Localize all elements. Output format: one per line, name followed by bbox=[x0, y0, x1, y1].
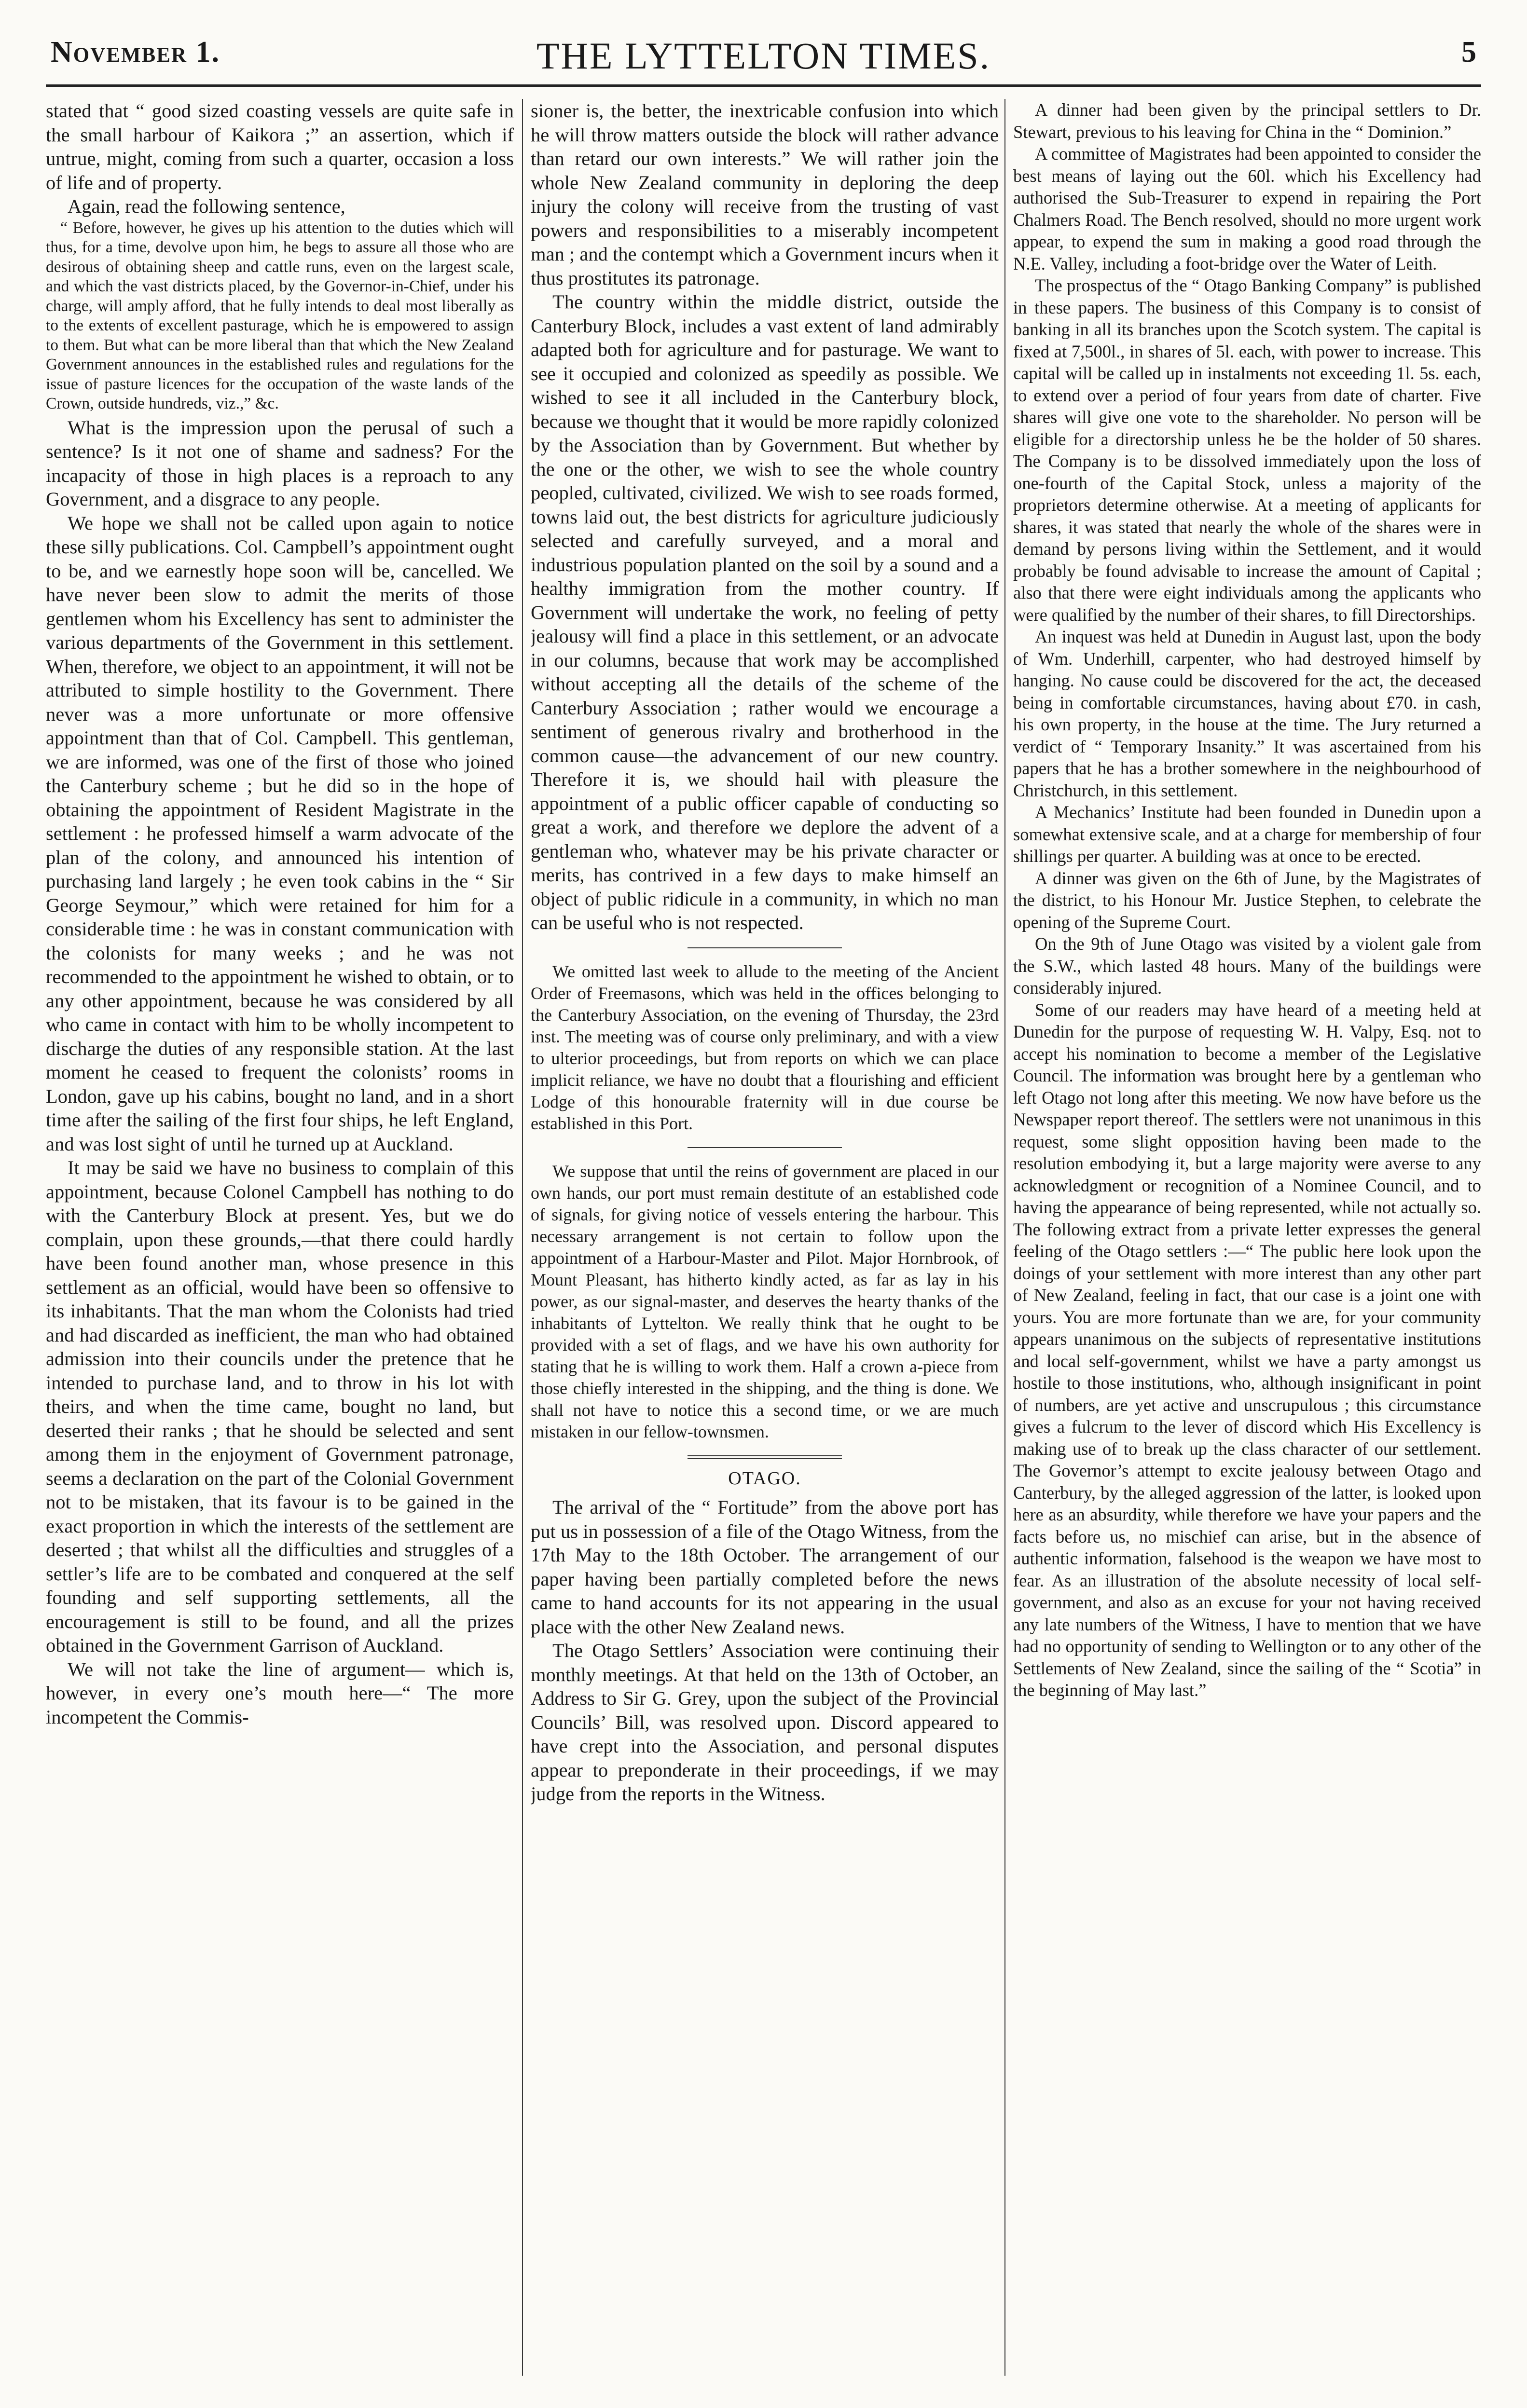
paragraph: The country within the middle district, outside the Canterbury Block, includes a vast extent of land admirably adapted both for agriculture and for pasturage. We want to see it occupied and colonized as speedily as possible. We wished to see it all included in the Canterbury block, because we thought that it would be more rapidly colonized by the Association than by Government. But whether by the one or the other, we wish to see the whole country peopled, cultivated, civilized. We wish to see roads formed, towns laid out, the best districts for agriculture judiciously selected and carefully surveyed, and a moral and industrious population planted on the soil by a sound and a healthy immigration from the mother country. If Government will undertake the work, no feeling of petty jealousy will find a place in this settlement, or an advocate in our columns, because that work may be accomplished without accepting all the details of the scheme of the Canterbury Association ; rather would we encourage a sentiment of generous rivalry and brotherhood in the common cause—the advancement of our new country. Therefore it is, we should hail with pleasure the appointment of a public officer capable of conducting so great a work, and therefore we deplore the advent of a gentleman who, whatever may be his private character or merits, has contrived in a few days to make himself an object of public ridicule in a community, in which no man can be useful who is not respected. bbox=[531, 291, 999, 933]
column-2 bbox=[531, 99, 999, 2376]
paragraph: The arrival of the “ Fortitude” from the above port has put us in possession of a file of the Otago Witness, from the 17th May to the 18th October. The arrangement of our paper having been partially completed before the news came to hand accounts for its not appearing in the usual place with the other New Zealand news. bbox=[531, 1496, 999, 1638]
paragraph: We omitted last week to allude to the meeting of the Ancient Order of Freemasons, which was held in the offices belonging to the Canterbury Association, on the evening of Thursday, the 23rd inst. The meeting was of course only preliminary, and with a view to ulterior proceedings, but from reports on which we can place implicit reliance, we have no doubt that a flourishing and efficient Lodge of this honourable fraternity will in due course be established in this Port. bbox=[531, 961, 999, 1133]
column-3 bbox=[1013, 99, 1481, 2376]
paragraph: A dinner had been given by the principal settlers to Dr. Stewart, previous to his leaving for China in the “ Dominion.” bbox=[1013, 100, 1481, 142]
paragraph: Again, read the following sentence, bbox=[68, 195, 345, 217]
paragraph: A Mechanics’ Institute had been founded in Dunedin upon a somewhat extensive scale, and at a charge for membership of four shillings per quarter. A building was at once to be erected. bbox=[1013, 802, 1481, 866]
paragraph: stated that “ good sized coasting vessels are quite safe in the small harbour of Kaikora ;” an assertion, which if untrue, might, coming from such a quarter, occasion a loss of life and of property. bbox=[46, 100, 514, 193]
masthead bbox=[46, 27, 1481, 87]
article-separator bbox=[688, 1147, 842, 1148]
paragraph: A dinner was given on the 6th of June, by the Magistrates of the district, to his Honour Mr. Justice Stephen, to celebrate the opening of the Supreme Court. bbox=[1013, 868, 1481, 932]
paragraph: A committee of Magistrates had been appointed to consider the best means of laying out the 60l. which his Excellency had authorised the Sub-Treasurer to expend in repairing the Port Chalmers Road. The Bench resolved, should no more urgent work appear, to expend the sum in making a good road through the N.E. Valley, including a foot-bridge over the Water of Leith. bbox=[1013, 144, 1481, 274]
newspaper-title: THE LYTTELTON TIMES. bbox=[536, 35, 991, 77]
paragraph: sioner is, the better, the inextricable confusion into which he will throw matters outside the block will rather advance than retard our own interests.” We will rather join the whole New Zealand community in deploring the deep injury the colony will receive from the trusting of vast powers and responsibilities to a miserably incompetent man ; and the contempt which a Government incurs when it thus prostitutes its patronage. bbox=[531, 100, 999, 289]
column-divider bbox=[1004, 99, 1005, 2376]
section-separator bbox=[688, 1455, 842, 1459]
issue-date: November 1. bbox=[51, 36, 220, 68]
section-heading: OTAGO. bbox=[728, 1468, 801, 1489]
paragraph: It may be said we have no business to complain of this appointment, because Colonel Campbell has nothing to do with the Canterbury Block at present. Yes, but we do complain, upon these grounds,—that there could hardly have been found another man, whose presence in this settlement as an official, would have been so offensive to its inhabitants. That the man whom the Colonists had tried and had discarded as inefficient, the man who had obtained admission into their councils under the pretence that he intended to purchase land, and to throw in his lot with theirs, and when the time came, bought no land, but deserted their ranks ; that he should be selected and sent among them in the enjoyment of Government patronage, seems a declaration on the part of the Colonial Government not to be mistaken, that its favour is to be gained in the exact proportion in which the interests of the settlement are deserted ; that whilst all the difficulties and struggles of a settler’s life are to be combated and conquered at the self founding and self supporting settlements, all the encouragement is still to be found, and all the prizes obtained in the Government Garrison of Auckland. bbox=[46, 1157, 514, 1656]
block-quote: “ Before, however, he gives up his attention to the duties which will thus, for a time, devolve upon him, he begs to assure all those who are desirous of obtaining sheep and cattle runs, even on the largest scale, and which the vast districts placed, by the Governor-in-Chief, under his charge, will amply afford, that he fully intends to deal most liberally as to the extents of excellent pasturage, which he is empowered to assign to them. But what can be more liberal than that which the New Zealand Government announces in the established rules and regulations for the issue of pasture licences for the occupation of the waste lands of the Crown, outside hundreds, viz.,” &c. bbox=[46, 219, 514, 412]
paragraph: The prospectus of the “ Otago Banking Company” is published in these papers. The business of this Company is to consist of banking in all its branches upon the Scotch system. The capital is fixed at 7,500l., in shares of 5l. each, with power to increase. This capital will be called up in instalments not exceeding 1l. 5s. each, to extend over a period of four years from date of charter. Five shares will give one vote to the shareholder. No person will be eligible for a directorship unless he be the holder of 50 shares. The Company is to be dissolved immediately upon the loss of one-fourth of the Capital Stock, unless a majority of the proprietors determine otherwise. At a meeting of applicants for shares, it was stated that nearly the whole of the shares were in demand by persons living within the Settlement, and it would probably be found advisable to increase the amount of Capital ; also that there were eight individuals among the applicants who were qualified by the number of their shares, to fill Directorships. bbox=[1013, 275, 1481, 625]
column-1 bbox=[46, 99, 514, 2376]
paragraph: We will not take the line of argument— which is, however, in every one’s mouth here—“ The more incompetent the Commis- bbox=[46, 1658, 514, 1728]
paragraph: The Otago Settlers’ Association were continuing their monthly meetings. At that held on the 13th of October, an Address to Sir G. Grey, upon the subject of the Provincial Councils’ Bill, was resolved upon. Discord appeared to have crept into the Association, and personal disputes appear to preponderate in their proceedings, if we may judge from the reports in the Witness. bbox=[531, 1640, 999, 1805]
paragraph: We hope we shall not be called upon again to notice these silly publications. Col. Campbell’s appointment ought to be, and we earnestly hope soon will be, cancelled. We have never been slow to admit the merits of those gentlemen whom his Excellency has sent to administer the various departments of the Government in this settlement. When, therefore, we object to an appointment, it will not be attributed to simple hostility to the Government. There never was a more unfortunate or more offensive appointment than that of Col. Campbell. This gentleman, we are informed, was one of the first of those who joined the Canterbury scheme ; but he did so in the hope of obtaining the appointment of Resident Magistrate in the settlement : he professed himself a warm advocate of the plan of the colony, and announced his intention of purchasing land largely ; he even took cabins in the “ Sir George Seymour,” which were retained for him for a considerable time : he was in constant communication with the colonists for many weeks ; and he was not recommended to the appointment he wished to obtain, or to any other appointment, because he was considered by all who came in contact with him to be wholly incompetent to discharge the duties of any responsible station. At the last moment he ceased to frequent the colonists’ rooms in London, gave up his cabins, bought no land, and in a short time after the sailing of the first four ships, he left England, and was lost sight of until he turned up at Auckland. bbox=[46, 512, 514, 1155]
paragraph: Some of our readers may have heard of a meeting held at Dunedin for the purpose of requesting W. H. Valpy, Esq. not to accept his nomination to become a member of the Legislative Council. The information was brought here by a gentleman who left Otago not long after this meeting. We now have before us the Newspaper report thereof. The settlers were not unanimous in this request, some slight opposition having been made to the resolution embodying it, but a large majority were averse to any acknowledgment or recognition of a Nominee Council, and to having the appearance of being represented, while not actually so. The following extract from a private letter expresses the general feeling of the Otago settlers :—“ The public here look upon the doings of your settlement with more interest than any other part of New Zealand, feeling in fact, that our case is a joint one with yours. You are more fortunate than we are, for your community appears unanimous on the subjects of representative institutions and local self-government, whilst we have a party amongst us hostile to those institutions, who, although insignificant in point of numbers, are yet active and unscrupulous ; this circumstance gives a fulcrum to the lever of discord which His Excellency is making use of to break up the class character of our settlement. The Governor’s attempt to excite jealousy between Otago and Canterbury, by the alleged aggression of the latter, is looked upon here as an absurdity, while therefore we have your papers and the facts before us, no mischief can arise, but in the absence of authentic information, falsehood is the weapon we have most to fear. As an illustration of the absolute necessity of local self-government, and also as an excuse for your not having received any late numbers of the Witness, I have to mention that we have had no opportunity of sending to Wellington or to any other of the Settlements of New Zealand, since the sailing of the “ Scotia” in the beginning of May last.” bbox=[1013, 999, 1481, 1700]
page-number: 5 bbox=[1461, 36, 1476, 68]
article-separator bbox=[688, 947, 842, 948]
paragraph: On the 9th of June Otago was visited by a violent gale from the S.W., which lasted 48 hours. Many of the buildings were considerably injured. bbox=[1013, 934, 1481, 998]
column-divider bbox=[522, 99, 523, 2376]
paragraph: An inquest was held at Dunedin in August last, upon the body of Wm. Underhill, carpenter, who had destroyed himself by hanging. No cause could be discovered for the act, the deceased being in comfortable circumstances, having about £70. in cash, his own property, in the house at the time. The Jury returned a verdict of “ Temporary Insanity.” It was ascertained from his papers that he has a brother somewhere in the neighbourhood of Christchurch, in this settlement. bbox=[1013, 627, 1481, 800]
paragraph: We suppose that until the reins of government are placed in our own hands, our port must remain destitute of an established code of signals, for giving notice of vessels entering the harbour. This necessary arrangement is not certain to follow upon the appointment of a Harbour-Master and Pilot. Major Hornbrook, of Mount Pleasant, has hitherto kindly acted, as far as lay in his power, as our signal-master, and deserves the hearty thanks of the inhabitants of Lyttelton. We really think that he ought to be provided with a set of flags, and we have his own authority for stating that he is willing to work them. Half a crown a-piece from those chiefly interested in the shipping, and the thing is done. We shall not have to notice this a second time, or we are much mistaken in our fellow-townsmen. bbox=[531, 1161, 999, 1441]
paragraph: What is the impression upon the perusal of such a sentence? Is it not one of shame and sadness? For the incapacity of those in high places is a reproach to any Government, and a disgrace to any people. bbox=[46, 416, 514, 510]
